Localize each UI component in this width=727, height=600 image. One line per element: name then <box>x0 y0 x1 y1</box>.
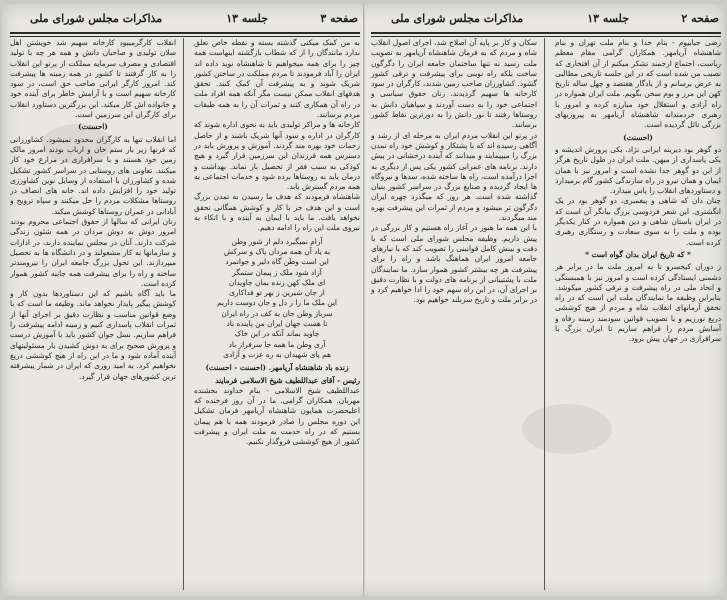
applause-note: زنده باد شاهنشاه آریامهر. (احسنت - احسنت) <box>205 363 349 373</box>
paragraph: چنان دان که شاهی و پیغمبری، دو گوهر بود در یک انگشتری. این شعر فردوسی بزرگ بیانگر آن است که در ایران باستان شاهی و دین همواره در کنار یکدیگر بوده و ملت را به سوی سعادت و رستگاری رهبری کرده است. <box>555 196 721 247</box>
poem-line: از جان شیرین ز بهر تو فداکاری <box>229 288 325 298</box>
poem-line: به یاد آن همه مردان پاک و سرکش <box>223 246 331 256</box>
document-spread <box>2 4 725 596</box>
poem-line: این است وطن گاه دلیر و جوانمرد <box>225 257 329 267</box>
poem-line: ای ملک کهن زنده بمان جاویدان <box>228 277 326 287</box>
paragraph: سکان و کار بر پایه آن اصلاح شد، اجرای اصول انقلاب شاه و مردم که به فرمان شاهنشاه آریامهر به تصویب ملت رسید نه تنها ساختمان جامعه ایران را دگرگون ساخت بلکه راه نوینی برای پیشرفت و ترقی کشور گشود. کشاورزان صاحب زمین شدند، کارگران در سود کارخانه ها سهیم گردیدند، زنان حقوق سیاسی و اجتماعی خود را به دست آوردند و سپاهیان دانش به روستاها رفتند تا نور دانش را به دورترین نقاط کشور برسانند. <box>371 38 537 130</box>
paragraph: ز دوران کیخسرو تا به امروز ملت ما در برابر هر دشمنی ایستادگی کرده است و امروز نیز با همبستگی و اتحاد ملی در راه پیشرفت و ترقی کشور میکوشد. بنابراین وظیفه ما نمایندگان ملت این است که در راه تحقق آرمانهای انقلاب شاه و مردم از هیچ کوششی دریغ نورزیم و با تصویب قوانین سودمند زمینه رفاه و آسایش مردم را فراهم سازیم تا ایران بزرگ با سرافرازی در جهان پیش برود. <box>555 262 721 344</box>
header-rule-thin <box>10 36 360 37</box>
poem-line: تا هست جهان ایران من پاینده باد <box>226 319 328 329</box>
poem-line: آرام نمیگیرد دلم از شور وطن <box>231 236 323 246</box>
page-number: صفحه ۲ <box>681 12 719 25</box>
paragraph: در پرتو این انقلاب مردم ایران به مرحله ای از رشد و آگاهی رسیده اند که با پشتکار و کوشش خود راه تمدن بزرگ را میپیمایند و میدانند که آینده درخشانی در پیش دارند. برنامه های عمرانی کشور یکی پس از دیگری به اجرا درآمده است، راه ها ساخته شده، سدها و نیروگاه ها ایجاد گردیده و صنایع بزرگ در سراسر کشور بنیان گذاشته شده است. هر روز که میگذرد چهره ایران دگرگون تر میشود و مردم از ثمرات این پیشرفت بهره مند میگردند. <box>371 130 537 223</box>
text-columns <box>371 38 721 590</box>
text-columns <box>10 38 360 590</box>
section-separator: * که تاریخ ایران بدان گواه است * <box>585 249 691 259</box>
column-left <box>10 38 176 590</box>
paragraph: اما انقلاب تنها به کارگران محدود نمیشود. کشاورزانی که قرنها زیر بار ستم خان و ارباب بودند امروز مالک زمین خود هستند و با سرافرازی در مزارع خود کار میکنند. تعاونی های روستایی در سراسر کشور تشکیل شده و کشاورزان با استفاده از وسایل نوین کشاورزی تولید خود را افزایش داده اند. خانه های انصاف در روستاها مشکلات مردم را حل میکنند و سپاه ترویج و آبادانی در عمران روستاها کوشش میکند. <box>10 134 176 216</box>
header-rule <box>10 32 360 34</box>
column-right <box>194 38 360 590</box>
speaker-introduction: رئیس - آقای عبداللطیف شیخ الاسلامی فرمایند <box>215 375 360 385</box>
paragraph: با این همه ما هنوز در آغاز راه هستیم و کار بزرگی در پیش داریم. وظیفه مجلس شورای ملی است که با دقت و بینش کامل قوانینی را تصویب کند که با نیازهای جامعه امروز ایران هماهنگ باشد و راه را برای پیشرفت هر چه بیشتر کشور هموار سازد. ما نمایندگان ملت با پشتیبانی از برنامه های دولت و با نظارت دقیق بر اجرای آن، در این راه سهم خود را ادا خواهیم کرد و در برابر ملت و تاریخ سربلند خواهیم بود. <box>371 223 537 305</box>
header-title: مذاکرات مجلس شورای ملی <box>30 12 163 25</box>
poem-line: آزاد شود ملک ز پیمان ستمگر <box>232 267 322 277</box>
page-number: صفحه ۳ <box>320 12 358 25</box>
page-header <box>10 10 360 30</box>
column-right <box>555 38 721 590</box>
poem-line: این ملک ما را ز دل و جان دوست داریم <box>217 298 337 308</box>
column-divider <box>544 38 545 590</box>
paragraph: شاهنشاه فرمودند که هدف ما رسیدن به تمدن بزرگ است و این هدف جز با کار و کوشش همگانی تحقق نخواهد یافت. ما باید با ایمان به آینده و با اتکاء به نیروی ملت این راه را ادامه دهیم. <box>194 192 360 233</box>
applause-note: (احسنت) <box>78 122 108 132</box>
session-label: جلسه ۱۳ <box>226 12 268 25</box>
paragraph: انقلاب کارگرمیبود کارخانه سهیم شد خویشتن اهل سلان تولیدی و صاحبان دانش و همه هر چه با تولید اقتصادی و مصرف سرمایه مملکت از پرتو این انقلاب را به کار گرفتند تا کشور در همه زمینه ها پیشرفت کند. امروز کارگر ایرانی صاحب حق است، در سود کارخانه سهیم است و با آرامش خاطر برای آینده خود و خانواده اش کار میکند. این بزرگترین دستاورد انقلاب برای کارگران این سرزمین است. <box>10 38 176 120</box>
paragraph: به من کمک میکنی گذشته بسته و نقطه خاص تعلق ندارد مانندگان را از که شطاب بازگشته اینهاست همه چیز را برای همه میخواهیم تا شاهنشاه نوید داده اند ایران را آباد فرمودند تا مردم مملکت در ساختن کشور شریک شوند و به پیشرفت آن کمک کنند. تحقق هدفهای انقلاب ممکن نیست مگر آنکه همه افراد ملت در راه آن همکاری کنند و ثمرات آن را به همه طبقات مردم برسانند. <box>194 38 360 120</box>
page-gutter <box>363 4 365 596</box>
header-title: مذاکرات مجلس شورای ملی <box>391 12 524 25</box>
paragraph: کارخانه ها و مراکز تولیدی باید به نحوی اداره شوند که کارگران در اداره و سود آنها شریک باشند و از حاصل زحمات خود بهره مند گردند. آموزش و پرورش باید در دسترس همه فرزندان این سرزمین قرار گیرد و هیچ کودکی به سبب فقر از تحصیل باز نماند. بهداشت و درمان باید به روستاها برده شود و خدمات اجتماعی به همه مردم گسترش یابد. <box>194 120 360 192</box>
poem-line: سرباز وطن جان به کف در راه ایران <box>221 308 333 318</box>
right-page <box>371 10 721 590</box>
poem-line: آری وطن ما همه جا سرفراز باد <box>228 339 326 349</box>
paragraph: ما باید آگاه باشیم که این دستاوردها بدون کار و کوشش پیگیر پایدار نخواهد ماند. وظیفه ما است که با وضع قوانین مناسب و نظارت دقیق بر اجرای آنها از ثمرات انقلاب پاسداری کنیم و زمینه ادامه پیشرفت را فراهم سازیم. نسل جوان کشور باید با آموزش درست و پرورش صحیح برای به دوش کشیدن بار مسئولیتهای آینده آماده شود و ما در این راه از هیچ کوششی دریغ نخواهیم کرد. به امید روزی که ایران در شمار پیشرفته ترین کشورهای جهان قرار گیرد. <box>10 289 176 381</box>
applause-note: (احسنت) <box>623 132 653 142</box>
paragraph: عبداللطیف شیخ الاسلامی - بنام خداوند بخشنده مهربان. همکاران گرامی. ما در آن روز فرخنده که اعلیحضرت همایون شاهنشاه آریامهر فرمان تشکیل این دوره مجلس را صادر فرمودند همه با هم پیمان بستیم که در راه خدمت به ملت ایران و پیشرفت کشور از هیچ کوششی فروگذار نکنیم. <box>194 385 360 447</box>
paragraph: رضی جبابیوم - بنام خدا و بنام ملت تهران و بنام شاهنشاه آریامهر. همکاران گرامی مقام معظم ریاست، اجتماع ارجمند تشکر میکنم از آن افتخاری که نصیب من شده است که در این جلسه تاریخی مطالبی به عرض برسانم و از یادگار هفتصد و چهل ساله تاریخ کهن این مرز و بوم سخن بگویم. ملت ایران همواره در راه آزادی و استقلال خود مبارزه کرده و امروز با رهبری خردمندانه شاهنشاه آریامهر به پیروزیهای بزرگی نائل گردیده است. <box>555 38 721 130</box>
poem-line: جاوید بماند آنکه در این خاک <box>234 329 320 339</box>
page-header <box>371 10 721 30</box>
paragraph: زنان ایرانی که سالها از حقوق اجتماعی محروم بودند امروز دوش به دوش مردان در همه شئون زندگی شرکت دارند. آنان در مجلس نماینده دارند، در ادارات و سازمانها به کار مشغولند و در دانشگاه ها به تحصیل میپردازند. این تحول بزرگ جامعه ایران را نیرومندتر ساخته و راه را برای پیشرفت همه جانبه کشور هموار کرده است. <box>10 217 176 288</box>
header-rule-thin <box>371 36 721 37</box>
paragraph: دو گوهر بود دیرینه ایرانی نژاد، یکی پرورش اندیشه و یکی پاسداری از میهن. ملت ایران در طول تاریخ هرگز از این دو گوهر جدا نشده است و امروز نیز با همان ایمان و همان نیرو در راه سازندگی کشور گام برمیدارد و دستاوردهای انقلاب را پاس میدارد. <box>555 144 721 196</box>
left-page <box>10 10 360 590</box>
header-rule <box>371 32 721 34</box>
poem <box>194 237 360 361</box>
column-left <box>371 38 537 590</box>
column-divider <box>183 38 184 590</box>
session-label: جلسه ۱۳ <box>587 12 629 25</box>
poem-line: هم پای شهیدان به ره عزت و آزادی <box>223 349 331 359</box>
